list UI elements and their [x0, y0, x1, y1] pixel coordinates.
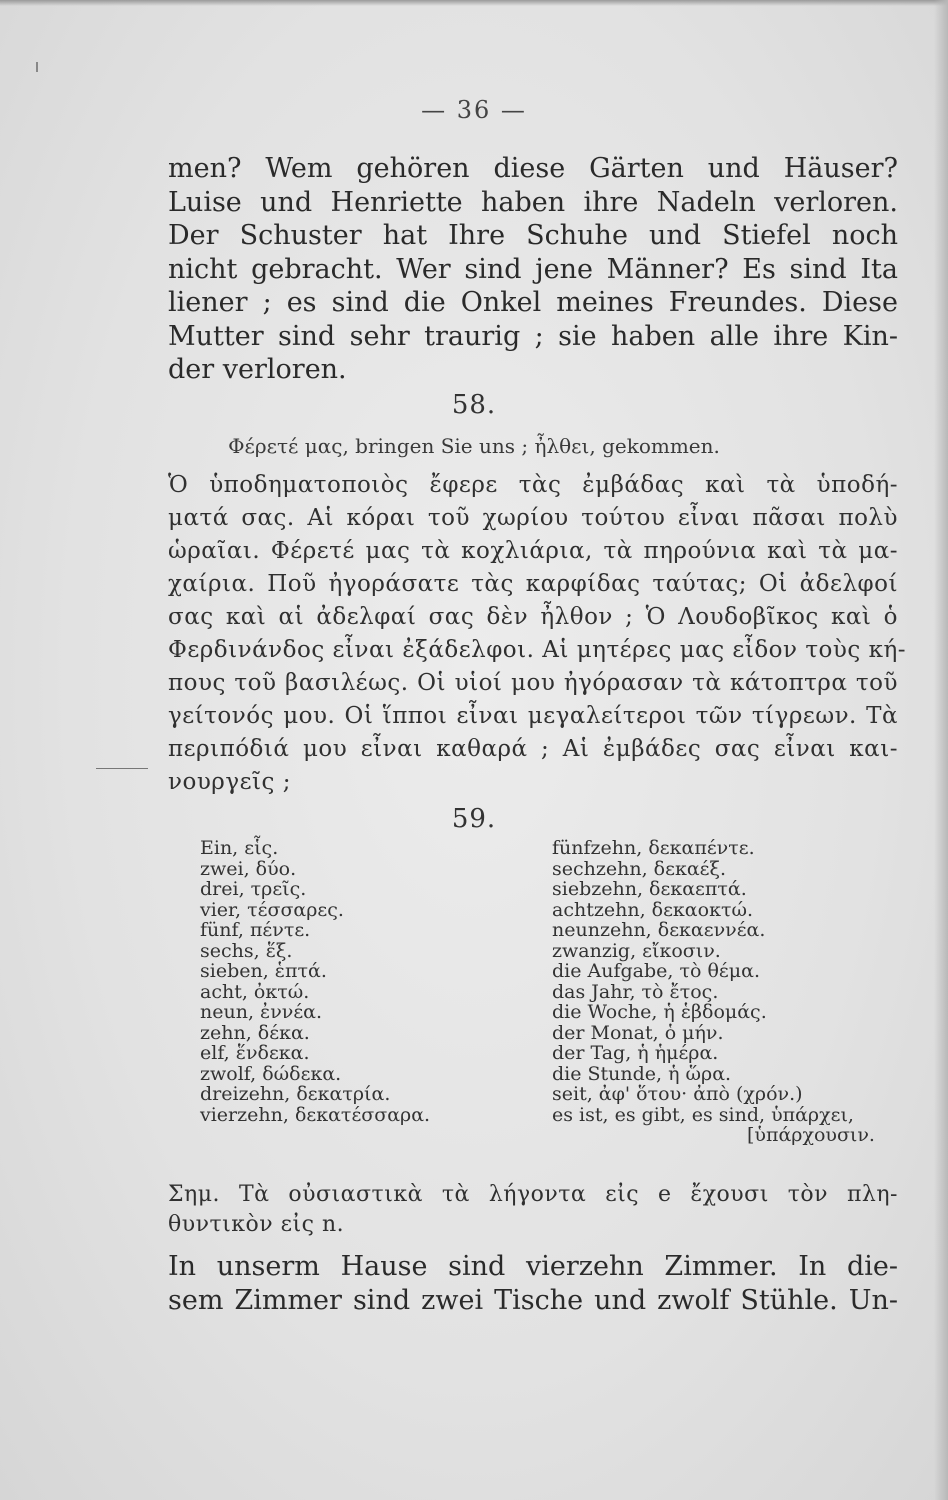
greek-exercise-58	[168, 469, 906, 799]
vocab-entry: zwei, δύο.	[200, 857, 297, 880]
vocab-entry: vier, τέσσαρες.	[200, 898, 344, 921]
page-right-edge-shadow	[934, 0, 948, 1500]
greek-line: Ὁ ὑποδηματοποιὸς ἔφερε τὰς ἐμβάδας καὶ τὰ ὑποδή-	[168, 472, 898, 498]
vocab-entry: neunzehn, δεκαεννέα.	[552, 919, 766, 941]
text-line: Mutter sind sehr traurig ; sie haben alle ihre Kin-	[168, 320, 898, 352]
text-line: nicht gebracht. Wer sind jene Männer? Es sind Ita	[168, 253, 898, 285]
greek-line: νουργεῖς ;	[168, 769, 291, 795]
vocab-entry: drei, τρεῖς.	[200, 878, 307, 900]
vocab-entry: die Stunde, ἡ ὥρα.	[552, 1062, 732, 1085]
page-number: — 36 —	[421, 96, 527, 124]
grammar-note	[168, 1180, 898, 1240]
vocab-entry: seit, ἀφ' ὅτου· ἀπὸ (χρόν.)	[552, 1083, 803, 1105]
greek-line: περιπόδιά μου εἶναι καθαρά ; Αἱ ἐμβάδες σας εἶναι και-	[168, 736, 898, 762]
vocab-entry: siebzehn, δεκαεπτά.	[552, 878, 747, 900]
vocabulary-list-right	[552, 838, 875, 1146]
greek-line: χαίρια. Ποῦ ἠγοράσατε τὰς καρφίδας ταύτας; Οἱ ἀδελφοί	[168, 571, 898, 597]
vocab-entry: sieben, ἑπτά.	[200, 960, 327, 982]
greek-line: σας καὶ αἱ ἀδελφαί σας δὲν ἦλθον ; Ὁ Λουδοβῖκος καὶ ὁ	[168, 604, 898, 630]
greek-line: ματά σας. Αἱ κόραι τοῦ χωρίου τούτου εἶναι πᾶσαι πολὺ	[168, 505, 898, 531]
vocab-entry: zwanzig, εἴκοσιν.	[552, 939, 721, 962]
greek-line: ὡραῖαι. Φέρετέ μας τὰ κοχλιάρια, τὰ πηρούνια καὶ τὰ μα-	[168, 538, 898, 564]
page-top-edge	[0, 0, 948, 6]
text-line: liener ; es sind die Onkel meines Freundes. Diese	[168, 287, 898, 318]
vocab-entry: acht, ὀκτώ.	[200, 980, 310, 1003]
vocab-entry: fünf, πέντε.	[200, 919, 311, 941]
vocab-entry: fünfzehn, δεκαπέντε.	[552, 837, 755, 859]
vocab-entry: zwolf, δώδεκα.	[200, 1062, 342, 1085]
note-line: θυντικὸν εἰς n.	[168, 1212, 345, 1237]
text-line: Luise und Henriette haben ihre Nadeln verloren.	[168, 186, 898, 218]
note-line: Σημ. Τὰ οὐσιαστικὰ τὰ λήγοντα εἰς e ἔχουσι τὸν πλη-	[168, 1182, 898, 1207]
margin-rule-mark	[96, 768, 148, 769]
vocab-entry: vierzehn, δεκατέσσαρα.	[200, 1103, 431, 1126]
vocab-entry: sechzehn, δεκαέξ.	[552, 857, 727, 880]
vocab-entry: der Monat, ὁ μήν.	[552, 1021, 724, 1044]
vocabulary-list-left	[200, 838, 430, 1125]
text-line: der verloren.	[168, 354, 347, 385]
vocab-entry: die Aufgabe, τὸ θέμα.	[552, 960, 760, 982]
vocab-entry-continuation: [ὑπάρχουσιν.	[747, 1124, 875, 1146]
vocab-entry: die Woche, ἡ ἑβδομάς.	[552, 1001, 767, 1023]
vocab-entry: neun, ἐννέα.	[200, 1001, 323, 1023]
section-number-58: 58.	[451, 390, 497, 420]
german-exercise-59	[168, 1250, 898, 1317]
vocab-entry: dreizehn, δεκατρία.	[200, 1083, 391, 1105]
vocab-entry: achtzehn, δεκαοκτώ.	[552, 898, 753, 921]
vocab-entry: es ist, es gibt, es sind, ὑπάρχει,	[552, 1103, 854, 1126]
vocab-entry: das Jahr, τὸ ἔτος.	[552, 980, 719, 1003]
text-line: men? Wem gehören diese Gärten und Häuser?	[168, 153, 898, 184]
greek-line: πους τοῦ βασιλέως. Οἱ υἱοί μου ἠγόρασαν τὰ κάτοπτρα τοῦ	[168, 670, 898, 696]
vocab-entry: Ein, εἷς.	[200, 837, 279, 859]
section-number-59: 59.	[451, 804, 497, 834]
margin-tick-mark	[36, 62, 38, 72]
greek-line: Φερδινάνδος εἶναι ἐξάδελφοι. Αἱ μητέρες μας εἶδον τοὺς κή-	[168, 637, 906, 663]
vocab-entry: zehn, δέκα.	[200, 1021, 310, 1044]
text-line: Der Schuster hat Ihre Schuhe und Stiefel noch	[168, 220, 898, 251]
german-paragraph-top	[168, 152, 898, 387]
text-line: sem Zimmer sind zwei Tische und zwolf Stühle. Un-	[168, 1284, 898, 1316]
vocab-entry: elf, ἕνδεκα.	[200, 1042, 310, 1064]
vocab-entry: der Tag, ἡ ἡμέρα.	[552, 1042, 719, 1064]
greek-line: γείτονός μου. Οἱ ἵπποι εἶναι μεγαλείτεροι τῶν τίγρεων. Τὰ	[168, 703, 898, 729]
vocab-entry: sechs, ἕξ.	[200, 939, 293, 962]
text-line: In unserm Hause sind vierzehn Zimmer. In die-	[168, 1251, 898, 1282]
vocabulary-note-58: Φέρετέ μας, bringen Sie uns ; ἦλθει, gekommen.	[228, 434, 720, 458]
